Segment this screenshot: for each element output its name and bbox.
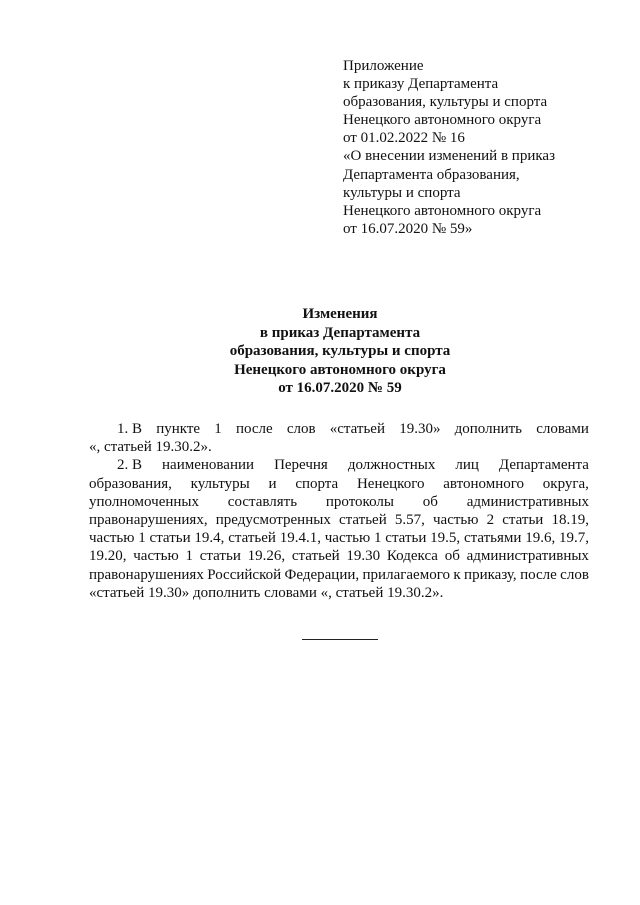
title-line: Изменения bbox=[302, 306, 378, 322]
word: административных bbox=[466, 493, 589, 510]
paragraph-line bbox=[89, 493, 589, 511]
paragraph-line bbox=[89, 475, 589, 493]
appendix-line: Департамента образования, bbox=[343, 166, 520, 183]
paragraph-1 bbox=[89, 420, 589, 456]
word: статьей bbox=[228, 530, 276, 547]
word: слов bbox=[560, 566, 589, 583]
word: 1 bbox=[138, 530, 146, 547]
word: спорта bbox=[295, 475, 339, 492]
document-body bbox=[89, 420, 589, 602]
word: частью bbox=[89, 530, 135, 547]
appendix-line: «О внесении изменений в приказ bbox=[343, 148, 555, 165]
word: статьей bbox=[291, 548, 340, 565]
word: об bbox=[422, 493, 438, 510]
word: 19.4.1, bbox=[279, 530, 321, 547]
word: частью bbox=[324, 530, 371, 547]
word: частью bbox=[433, 512, 479, 529]
word: протоколы bbox=[325, 493, 394, 510]
paragraph-line bbox=[89, 438, 589, 456]
appendix-line: к приказу Департамента bbox=[343, 76, 499, 93]
appendix-line: образования, культуры и спорта bbox=[343, 94, 548, 111]
word: Федерации, bbox=[284, 566, 360, 583]
appendix-line: Ненецкого автономного округа bbox=[343, 202, 542, 219]
word: приказу, bbox=[464, 566, 517, 583]
appendix-line: культуры и спорта bbox=[343, 184, 461, 201]
paragraph-line bbox=[89, 456, 589, 474]
word: лиц bbox=[455, 457, 479, 474]
word: 1 bbox=[185, 548, 193, 565]
word: 19.20, bbox=[89, 548, 127, 565]
word: автономного bbox=[443, 475, 525, 492]
paragraph-line bbox=[89, 547, 589, 565]
word: Департамента bbox=[498, 457, 589, 474]
appendix-line: от 16.07.2020 № 59» bbox=[343, 220, 473, 237]
word: Российской bbox=[207, 566, 282, 583]
word: прилагаемого bbox=[362, 566, 450, 583]
paragraph-line bbox=[89, 420, 589, 438]
word: составлять bbox=[227, 493, 298, 510]
word: об bbox=[444, 548, 460, 565]
word: статьи bbox=[149, 530, 191, 547]
word: 19.4, bbox=[194, 530, 225, 547]
word: 19.26, bbox=[247, 548, 286, 565]
word: 2 bbox=[486, 512, 495, 529]
word: 19.5, bbox=[430, 530, 461, 547]
word: административных bbox=[466, 548, 589, 565]
word: округа, bbox=[542, 475, 589, 492]
word: Ненецкого bbox=[356, 475, 425, 492]
closing-separator-line bbox=[302, 639, 378, 640]
paragraph-2 bbox=[89, 456, 589, 602]
word: 1 bbox=[374, 530, 382, 547]
word: правонарушениях, bbox=[89, 512, 208, 529]
word: 5.57, bbox=[394, 512, 425, 529]
paragraph-line bbox=[89, 584, 589, 602]
word: 19.7, bbox=[558, 530, 589, 547]
word: статьи bbox=[199, 548, 241, 565]
paragraph-line bbox=[89, 566, 589, 584]
word: после bbox=[235, 421, 273, 437]
word: частью bbox=[133, 548, 179, 565]
word: статьи bbox=[385, 530, 427, 547]
word: пункте bbox=[156, 421, 201, 437]
word: Перечня bbox=[274, 457, 328, 474]
word: после bbox=[520, 566, 557, 583]
word: статьями bbox=[463, 530, 522, 547]
title-line: от 16.07.2020 № 59 bbox=[278, 380, 402, 396]
word: 19.6, bbox=[525, 530, 556, 547]
paragraph-line bbox=[89, 529, 589, 547]
word: к bbox=[453, 566, 461, 583]
word: наименовании bbox=[162, 457, 255, 474]
word: Кодекса bbox=[386, 548, 438, 565]
word: 19.30 bbox=[346, 548, 381, 565]
appendix-line: Приложение bbox=[343, 58, 424, 74]
word: образования, bbox=[89, 475, 172, 492]
word: 18.19, bbox=[551, 512, 589, 529]
word: статьи bbox=[502, 512, 544, 529]
document-title bbox=[0, 305, 640, 398]
appendix-header bbox=[343, 57, 633, 238]
word: «, статьей 19.30.2». bbox=[89, 439, 212, 456]
word: 19.30» bbox=[399, 421, 441, 437]
word: слов bbox=[286, 421, 316, 437]
word: 1 bbox=[214, 421, 222, 437]
word: и bbox=[268, 475, 277, 492]
word: правонарушениях bbox=[89, 566, 204, 583]
word: словами bbox=[536, 421, 589, 437]
word: «статьей bbox=[329, 421, 385, 437]
title-line: в приказ Департамента bbox=[259, 324, 421, 341]
word: дополнить bbox=[454, 421, 523, 437]
word: культуры bbox=[190, 475, 250, 492]
appendix-line: от 01.02.2022 № 16 bbox=[343, 130, 465, 147]
appendix-line: Ненецкого автономного округа bbox=[343, 112, 542, 129]
title-line: образования, культуры и спорта bbox=[229, 343, 451, 359]
word: «статьей 19.30» дополнить словами «, статьей 19.30.2». bbox=[89, 584, 444, 601]
paragraph-line bbox=[89, 511, 589, 529]
word: 1. В bbox=[117, 421, 143, 437]
word: должностных bbox=[347, 457, 436, 474]
title-line: Ненецкого автономного округа bbox=[234, 361, 446, 378]
word: 2. В bbox=[117, 457, 143, 474]
word: уполномоченных bbox=[89, 493, 199, 510]
word: предусмотренных bbox=[215, 512, 331, 529]
word: статьей bbox=[338, 512, 387, 529]
